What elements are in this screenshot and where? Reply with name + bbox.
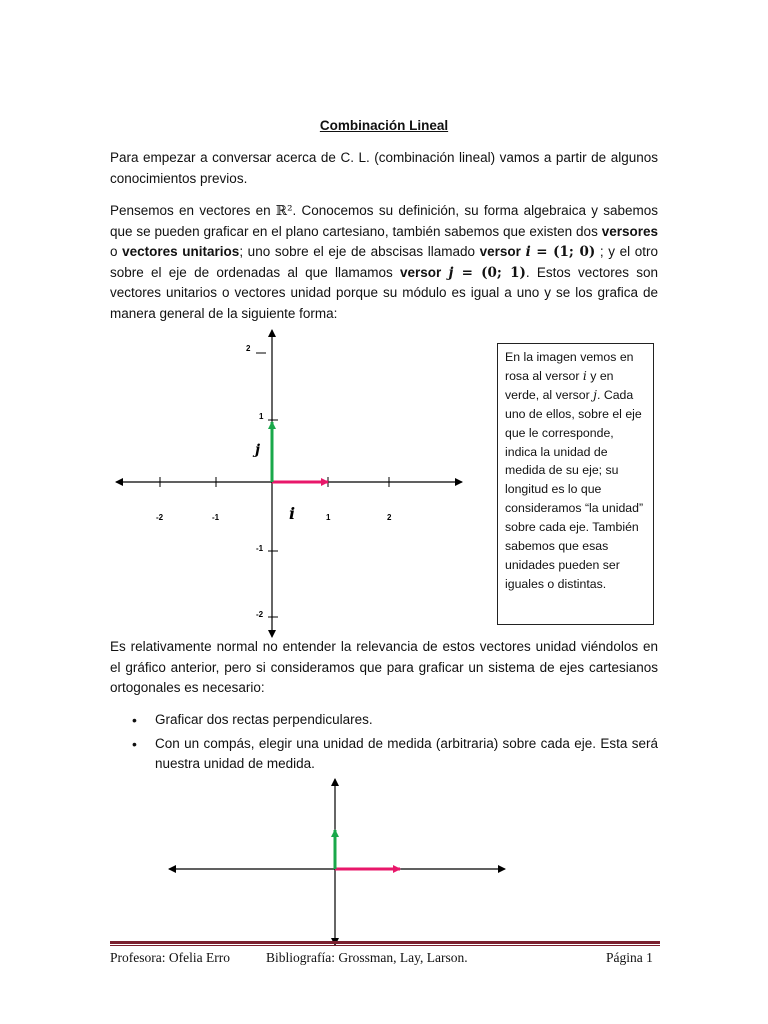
- footer-page-number: Página 1: [606, 950, 653, 965]
- cartesian-graph-simple: [160, 775, 520, 947]
- vectors-paragraph: Pensemos en vectores en ℝ². Conocemos su definición, su forma algebraica y sabemos que se pueden graficar en el plano cartesiano, también sabemos que existen dos versores o vectores unitarios; uno sobre el eje de abscisas llamado versor i = (1; 0) ; y el otro sobre el eje de ordenadas al que llamamos versor j = (0; 1). Estos vectores son vectores unitarios o vectores unidad porque su módulo es igual a uno y se los grafica de manera general de la siguiente forma:: [110, 203, 659, 321]
- x-tick-label: -1: [212, 513, 220, 522]
- note-box: En la imagen vemos en rosa al versor i y en verde, al versor j. Cada uno de ellos, sobre el eje que le corresponde, indica la unidad de medida de su eje; su longitud es lo que consideramos “la unidad” sobre cada eje. También sabemos que esas unidades pueden ser iguales o distintas.: [497, 343, 654, 625]
- steps-list: [110, 710, 658, 778]
- footer-bibliography: Bibliografía: Grossman, Lay, Larson.: [266, 950, 468, 965]
- page-title: Combinación Lineal: [319, 118, 449, 133]
- y-tick-label: 1: [259, 412, 264, 421]
- footer-rule: [110, 941, 660, 944]
- y-tick-label: 2: [246, 344, 251, 353]
- x-tick-label: 2: [387, 513, 392, 522]
- y-tick-label: -2: [256, 610, 264, 619]
- x-tick-label: -2: [156, 513, 164, 522]
- y-tick-label: -1: [256, 544, 264, 553]
- versor-i-label: i: [289, 504, 296, 523]
- cartesian-graph-unit-vectors: [100, 325, 480, 645]
- x-tick-label: 1: [326, 513, 331, 522]
- relevance-paragraph: Es relativamente normal no entender la relevancia de estos vectores unidad viéndolos en el gráfico anterior, pero si consideramos que para graficar un sistema de ejes cartesianos ortogonales es necesario:: [110, 639, 658, 696]
- versor-j-label: j: [255, 442, 261, 458]
- list-item: • Graficar dos rectas perpendiculares.: [110, 710, 658, 731]
- intro-paragraph: Para empezar a conversar acerca de C. L. (combinación lineal) vamos a partir de algunos conocimientos previos.: [110, 150, 658, 186]
- footer-rule: [110, 945, 660, 946]
- list-item: • Con un compás, elegir una unidad de medida (arbitraria) sobre cada eje. Esta será nuestra unidad de medida.: [110, 734, 658, 775]
- footer-teacher: Profesora: Ofelia Erro: [110, 950, 230, 965]
